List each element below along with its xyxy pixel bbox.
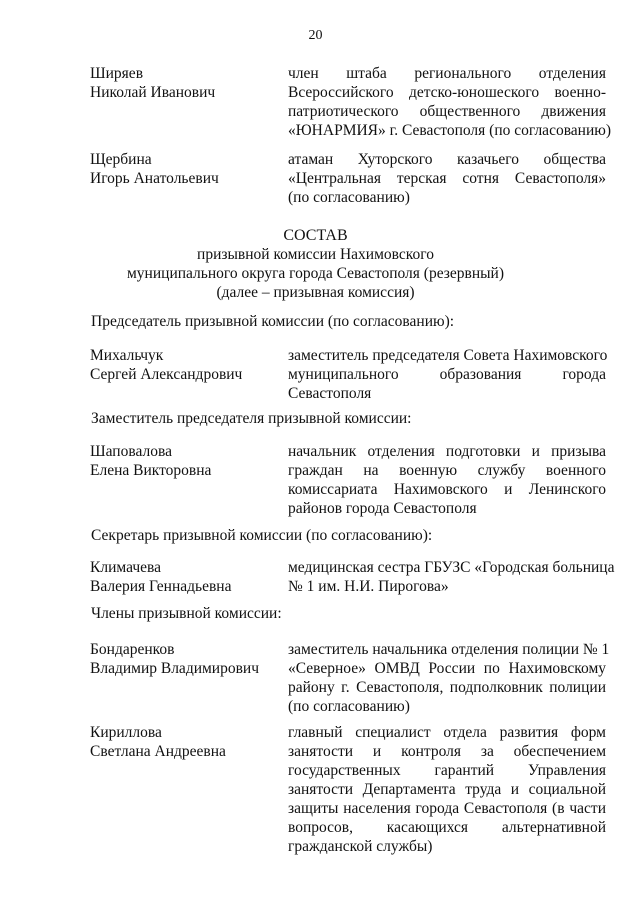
section-label-members: Члены призывной комиссии:	[91, 605, 282, 622]
heading-line: муниципального округа города Севастополя (резервный)	[127, 265, 504, 282]
section-label-secretary: Секретарь призывной комиссии (по согласованию):	[91, 527, 433, 544]
role-line: «Северное» ОМВД России по Нахимовскому	[288, 660, 606, 677]
role-line: № 1 им. Н.И. Пирогова»	[288, 578, 449, 595]
member-role	[288, 442, 606, 518]
section-label-deputy: Заместитель председателя призывной комиссии:	[91, 410, 412, 427]
page-number: 20	[308, 28, 323, 43]
heading-title: СОСТАВ	[283, 227, 348, 244]
role-line: главный специалист отдела развития форм	[288, 724, 606, 741]
member-name	[90, 723, 275, 761]
given-names: Сергей Александрович	[90, 366, 243, 383]
given-names: Валерия Геннадьевна	[90, 578, 232, 595]
given-names: Николай Иванович	[90, 84, 216, 101]
role-line: член штаба регионального отделения	[288, 65, 606, 82]
member-name	[90, 64, 275, 102]
role-line: заместитель начальника отделения полиции № 1	[288, 641, 610, 658]
role-line: начальник отделения подготовки и призыва	[288, 443, 606, 460]
surname: Щербина	[90, 151, 152, 168]
member-role	[288, 723, 606, 856]
role-line: району г. Севастополя, подполковник полиции	[288, 679, 606, 696]
role-line: муниципального образования города	[288, 366, 606, 383]
surname: Шаповалова	[90, 443, 172, 460]
member-name	[90, 640, 275, 678]
surname: Михальчук	[90, 347, 164, 364]
role-line: защиты населения города Севастополя (в части	[288, 800, 606, 817]
member-name	[90, 442, 275, 480]
heading-line: призывной комиссии Нахимовского	[197, 246, 434, 263]
given-names: Владимир Владимирович	[90, 660, 260, 677]
role-line: Всероссийского детско-юношеского военно-	[288, 84, 606, 101]
role-line: районов города Севастополя	[288, 500, 477, 517]
surname: Ширяев	[90, 65, 144, 82]
role-line: государственных гарантий Управления	[288, 762, 606, 779]
role-line: «Центральная терская сотня Севастополя»	[288, 170, 606, 187]
composition-heading	[0, 226, 631, 302]
role-line: гражданской службы)	[288, 838, 433, 855]
given-names: Светлана Андреевна	[90, 743, 226, 760]
surname: Кириллова	[90, 724, 162, 741]
member-name	[90, 346, 275, 384]
member-role	[288, 346, 606, 403]
surname: Бондаренков	[90, 641, 175, 658]
given-names: Елена Викторовна	[90, 462, 212, 479]
role-line: вопросов, касающихся альтернативной	[288, 819, 606, 836]
member-role	[288, 64, 612, 140]
role-line: (по согласованию)	[288, 698, 410, 715]
role-line: занятости Департамента труда и социальной	[288, 781, 606, 798]
member-name	[90, 558, 275, 596]
role-line: заместитель председателя Совета Нахимовского	[288, 347, 608, 364]
heading-line: (далее – призывная комиссия)	[216, 284, 415, 301]
role-line: комиссариата Нахимовского и Ленинского	[288, 481, 606, 498]
role-line: Севастополя	[288, 385, 372, 402]
role-line: граждан на военную службу военного	[288, 462, 606, 479]
member-role	[288, 640, 610, 716]
role-line: патриотического общественного движения	[288, 103, 606, 120]
role-line: медицинская сестра ГБУЗС «Городская больница	[288, 559, 615, 576]
section-label-chairman: Председатель призывной комиссии (по согласованию):	[91, 313, 455, 330]
role-line: «ЮНАРМИЯ» г. Севастополя (по согласованию)	[288, 122, 612, 139]
role-line: (по согласованию)	[288, 189, 410, 206]
member-role	[288, 150, 606, 207]
member-name	[90, 150, 275, 188]
role-line: атаман Хуторского казачьего общества	[288, 151, 606, 168]
role-line: занятости и контроля за обеспечением	[288, 743, 606, 760]
given-names: Игорь Анатольевич	[90, 170, 219, 187]
member-role	[288, 558, 615, 596]
surname: Климачева	[90, 559, 161, 576]
